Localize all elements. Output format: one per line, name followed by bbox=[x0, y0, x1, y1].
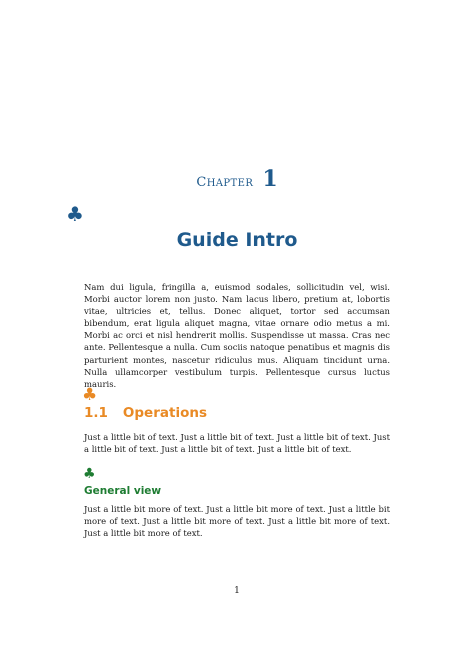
section-paragraph: Just a little bit of text. Just a little bit of text. Just a little bit of text. Just a little bit of text. Just a little bit of text. Just a little bit of text. bbox=[84, 432, 390, 455]
chapter-word-initial: C bbox=[196, 175, 207, 190]
section-number: 1.1 bbox=[84, 405, 108, 421]
chapter-title: Guide Intro bbox=[176, 229, 298, 251]
section-heading bbox=[84, 405, 207, 421]
subsection-paragraph: Just a little bit more of text. Just a little bit more of text. Just a little bit more of text. Just a little bit more of text. Just a little bit more of text. Just a little bit more of text. bbox=[84, 504, 390, 539]
chapter-number: 1 bbox=[262, 166, 278, 192]
chapter-intro-paragraph: Nam dui ligula, fringilla a, euismod sodales, sollicitudin vel, wisi. Morbi auctor lorem non justo. Nam lacus libero, pretium at, lobortis vitae, ultricies et, tellus. Donec aliquet, tortor sed accumsan bibendum, erat ligula aliquet magna, vitae ornare odio metus a mi. Morbi ac orci et nisl hendrerit mollis. Suspendisse ut massa. Cras nec ante. Pellentesque a nulla. Cum sociis natoque penatibus et magnis dis parturient montes, nascetur ridiculus mus. Aliquam tincidunt urna. Nulla ullamcorper vestibulum turpis. Pellentesque cursus luctus mauris. bbox=[84, 282, 390, 389]
subsection-title: General view bbox=[84, 485, 162, 497]
chapter-word bbox=[196, 175, 253, 190]
club-ornament-icon: ♣ bbox=[66, 202, 84, 226]
section-club-icon: ♣ bbox=[82, 385, 98, 405]
subsection-club-icon: ♣ bbox=[83, 466, 96, 482]
page-number: 1 bbox=[234, 586, 240, 596]
section-title: Operations bbox=[122, 405, 207, 421]
chapter-label bbox=[0, 166, 474, 192]
chapter-word-smallcaps: HAPTER bbox=[206, 178, 254, 189]
